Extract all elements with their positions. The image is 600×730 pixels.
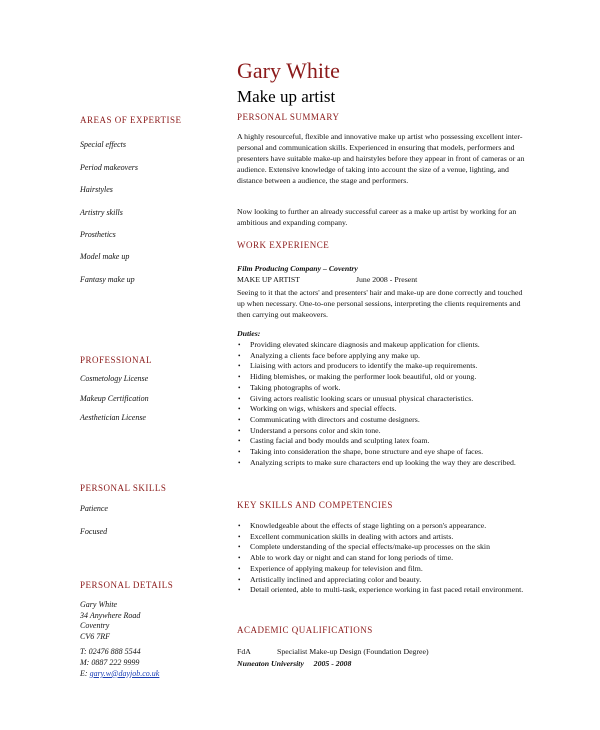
job-company: Film Producing Company – Coventry xyxy=(237,264,358,273)
professional-item: Cosmetology License xyxy=(80,374,149,383)
summary-paragraph-2: Now looking to further an already successful career as a make up artist by working for an ambitious and expanding company. xyxy=(237,207,517,228)
job-description: Seeing to it that the actors' and presenters' hair and make-up are done correctly and touched up when necessary. One-to-one personal sessions, interpreting the clients requirements and then carrying out makeovers. xyxy=(237,288,523,320)
list-item: • Giving actors realistic looking scars or unusual physical characteristics. xyxy=(237,394,527,405)
list-item: • Detail oriented, able to multi-task, experience working in fast paced retail environment. xyxy=(237,585,527,596)
resume-name: Gary White xyxy=(237,58,340,83)
expertise-item: Special effects xyxy=(80,140,126,149)
email-prefix: E: xyxy=(80,668,88,678)
details-heading: PERSONAL DETAILS xyxy=(80,580,174,590)
key-skills-list xyxy=(237,521,527,596)
list-item: • Casting facial and body moulds and sculpting latex foam. xyxy=(237,436,527,447)
list-item: • Able to work day or night and can stand for long periods of time. xyxy=(237,553,527,564)
contact-mobile: M: 0887 222 9999 xyxy=(80,657,140,667)
duties-list xyxy=(237,340,527,468)
contact-postcode: CV6 7RF xyxy=(80,631,110,641)
contact-email-row xyxy=(80,669,159,680)
list-item: • Artistically inclined and appreciating color and beauty. xyxy=(237,575,527,586)
list-item: • Complete understanding of the special effects/make-up processes on the skin xyxy=(237,542,527,553)
contact-telephone: T: 02476 888 5544 xyxy=(80,647,141,657)
list-item: • Working on wigs, whiskers and special effects. xyxy=(237,404,527,415)
expertise-item: Prosthetics xyxy=(80,230,116,239)
summary-heading: PERSONAL SUMMARY xyxy=(237,112,340,122)
duties-label: Duties: xyxy=(237,329,261,338)
list-item: • Hiding blemishes, or making the performer look beautiful, old or young. xyxy=(237,372,527,383)
expertise-heading: AREAS OF EXPERTISE xyxy=(80,115,182,125)
expertise-item: Model make up xyxy=(80,252,130,261)
list-item: • Liaising with actors and producers to identify the make-up requirements. xyxy=(237,361,527,372)
skills-heading: PERSONAL SKILLS xyxy=(80,483,167,493)
list-item: • Taking into consideration the shape, bone structure and eye shape of faces. xyxy=(237,447,527,458)
list-item: • Analyzing scripts to make sure characters end up looking the way they are described. xyxy=(237,458,527,469)
email-link[interactable]: gary.w@dayjob.co.uk xyxy=(89,668,160,678)
list-item: • Providing elevated skincare diagnosis and makeup application for clients. xyxy=(237,340,527,351)
list-item: • Experience of applying makeup for television and film. xyxy=(237,564,527,575)
job-title: MAKE UP ARTIST xyxy=(237,275,300,284)
experience-heading: WORK EXPERIENCE xyxy=(237,240,330,250)
professional-item: Makeup Certification xyxy=(80,394,149,403)
professional-heading: PROFESSIONAL xyxy=(80,355,153,365)
list-item: • Understand a persons color and skin tone. xyxy=(237,426,527,437)
key-skills-heading: KEY SKILLS AND COMPETENCIES xyxy=(237,500,393,510)
qualification-code: FdA xyxy=(237,647,251,656)
expertise-item: Artistry skills xyxy=(80,208,123,217)
expertise-item: Hairstyles xyxy=(80,185,113,194)
list-item: • Knowledgeable about the effects of stage lighting on a person's appearance. xyxy=(237,521,527,532)
contact-city: Coventry xyxy=(80,621,110,631)
contact-address: 34 Anywhere Road xyxy=(80,610,141,620)
university-row: Nuneaton University 2005 - 2008 xyxy=(237,659,352,668)
education-heading: ACADEMIC QUALIFICATIONS xyxy=(237,625,373,635)
skills-item: Patience xyxy=(80,504,108,513)
skills-item: Focused xyxy=(80,527,108,536)
expertise-item: Period makeovers xyxy=(80,163,138,172)
contact-name: Gary White xyxy=(80,600,118,609)
list-item: • Excellent communication skills in dealing with actors and artists. xyxy=(237,532,527,543)
resume-role: Make up artist xyxy=(237,87,336,106)
expertise-item: Fantasy make up xyxy=(80,275,135,284)
job-dates: June 2008 - Present xyxy=(356,275,418,284)
list-item: • Communicating with directors and costume designers. xyxy=(237,415,527,426)
list-item: • Taking photographs of work. xyxy=(237,383,527,394)
contact-details xyxy=(80,600,159,679)
qualification-name: Specialist Make-up Design (Foundation Degree) xyxy=(277,647,429,656)
list-item: • Analyzing a clients face before applying any make up. xyxy=(237,351,527,362)
summary-paragraph: A highly resourceful, flexible and innovative make up artist who possessing excellent inter-personal and communication skills. Experienced in ensuring that models, performers and presenters have suitable make-up and hairstyles before they appear in front of cameras or an audience. Extensive knowledge of taking into account the size of a venue, lighting, and distance between a audience, the stage and performers. xyxy=(237,132,525,186)
professional-item: Aesthetician License xyxy=(80,413,146,422)
